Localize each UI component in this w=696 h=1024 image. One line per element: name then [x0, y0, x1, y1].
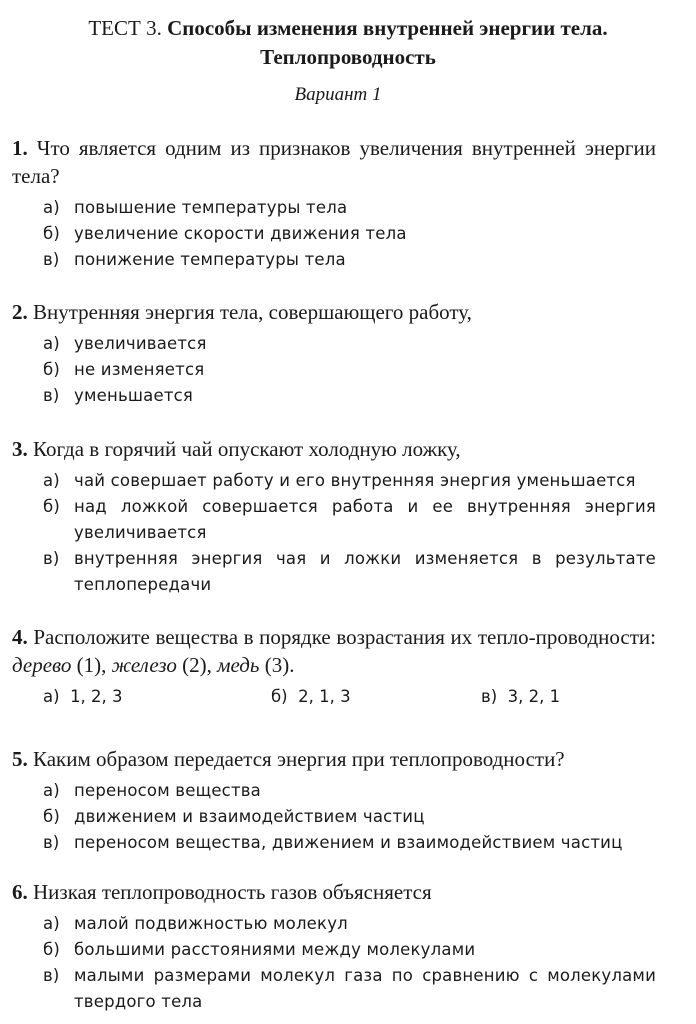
- substance-number: (2),: [176, 653, 218, 677]
- option-label: б): [43, 940, 61, 959]
- substance-number: (1),: [71, 653, 112, 677]
- question-6: [12, 878, 656, 1015]
- option-label: а): [43, 914, 60, 933]
- option-text: 3, 2, 1: [507, 687, 561, 706]
- option-label: в): [43, 250, 60, 269]
- option-text: чай совершает работу и его внутренняя энергия уменьшается: [74, 471, 636, 490]
- option: [43, 911, 656, 937]
- question-5: [12, 745, 656, 856]
- option-text: малой подвижностью молекул: [74, 914, 348, 933]
- option: [43, 830, 656, 856]
- option-text: движением и взаимодействием частиц: [74, 807, 425, 826]
- option: [43, 221, 656, 247]
- option: [43, 494, 656, 546]
- test-topic: Способы изменения внутренней энергии тела.: [167, 16, 608, 40]
- option-text: переносом вещества, движением и взаимодействием частиц: [74, 833, 623, 852]
- option-label: б): [43, 807, 61, 826]
- option: [43, 247, 656, 273]
- option-label: б): [43, 360, 61, 379]
- question-number: 2.: [12, 300, 28, 324]
- substance-copper: медь: [217, 653, 260, 677]
- option-text: повышение температуры тела: [74, 198, 348, 217]
- question-number: 1.: [12, 136, 28, 160]
- question-3: [12, 435, 656, 598]
- test-title-line2: [0, 43, 696, 72]
- option-label: б): [271, 687, 288, 706]
- option-text: уменьшается: [74, 386, 194, 405]
- option: [43, 383, 656, 409]
- question-text: Когда в горячий чай опускают холодную ложку,: [33, 437, 461, 461]
- option: [43, 963, 656, 1015]
- variant-label: Вариант 1: [294, 84, 382, 105]
- option-label: в): [43, 833, 60, 852]
- option: [43, 687, 271, 706]
- test-title-line1: [0, 14, 696, 43]
- option-label: в): [43, 386, 60, 405]
- option-label: а): [43, 781, 60, 800]
- option-text: переносом вещества: [74, 781, 261, 800]
- option: [43, 546, 656, 598]
- option: [43, 804, 656, 830]
- option: [271, 687, 481, 706]
- option-text: 2, 1, 3: [298, 687, 351, 706]
- question-text: Внутренняя энергия тела, совершающего работу,: [33, 300, 472, 324]
- option: [481, 687, 560, 706]
- question-4: [12, 623, 656, 706]
- option-label: в): [43, 966, 60, 985]
- question-number: 5.: [12, 747, 28, 771]
- question-number: 3.: [12, 437, 28, 461]
- question-number: 6.: [12, 880, 28, 904]
- substance-number: (3).: [259, 653, 295, 677]
- option: [43, 195, 656, 221]
- question-text: Низкая теплопроводность газов объясняется: [33, 880, 432, 904]
- options-row: [43, 687, 656, 706]
- option: [43, 778, 656, 804]
- question-2: [12, 298, 656, 409]
- option: [43, 331, 656, 357]
- option-text: над ложкой совершается работа и ее внутренняя энергия увеличивается: [74, 497, 656, 542]
- option-label: а): [43, 198, 60, 217]
- option-text: понижение температуры тела: [74, 250, 346, 269]
- option: [43, 357, 656, 383]
- question-text: Что является одним из признаков увеличения внутренней энергии тела?: [12, 136, 657, 188]
- option-text: внутренняя энергия чая и ложки изменяется в результате теплопередачи: [74, 549, 656, 594]
- option-label: а): [43, 687, 60, 706]
- option-text: увеличение скорости движения тела: [74, 224, 407, 243]
- substance-iron: железо: [111, 653, 177, 677]
- option-label: в): [43, 549, 60, 568]
- question-text: Расположите вещества в порядке возрастания их тепло-проводности:: [33, 625, 656, 649]
- test-topic-cont: Теплопроводность: [260, 45, 436, 69]
- option: [43, 468, 656, 494]
- option-label: б): [43, 224, 61, 243]
- option-label: в): [481, 687, 498, 706]
- option-text: 1, 2, 3: [70, 687, 123, 706]
- substance-wood: дерево: [12, 653, 72, 677]
- question-1: [12, 134, 656, 273]
- option-text: увеличивается: [74, 334, 207, 353]
- option-label: а): [43, 471, 60, 490]
- test-number: ТЕСТ 3.: [88, 16, 162, 40]
- option-label: б): [43, 497, 61, 516]
- question-number: 4.: [12, 625, 28, 649]
- option-text: малыми размерами молекул газа по сравнению с молекулами твердого тела: [74, 966, 656, 1011]
- option-label: а): [43, 334, 60, 353]
- question-text: Каким образом передается энергия при теплопроводности?: [33, 747, 565, 771]
- option: [43, 937, 656, 963]
- option-text: не изменяется: [74, 360, 205, 379]
- option-text: большими расстояниями между молекулами: [74, 940, 476, 959]
